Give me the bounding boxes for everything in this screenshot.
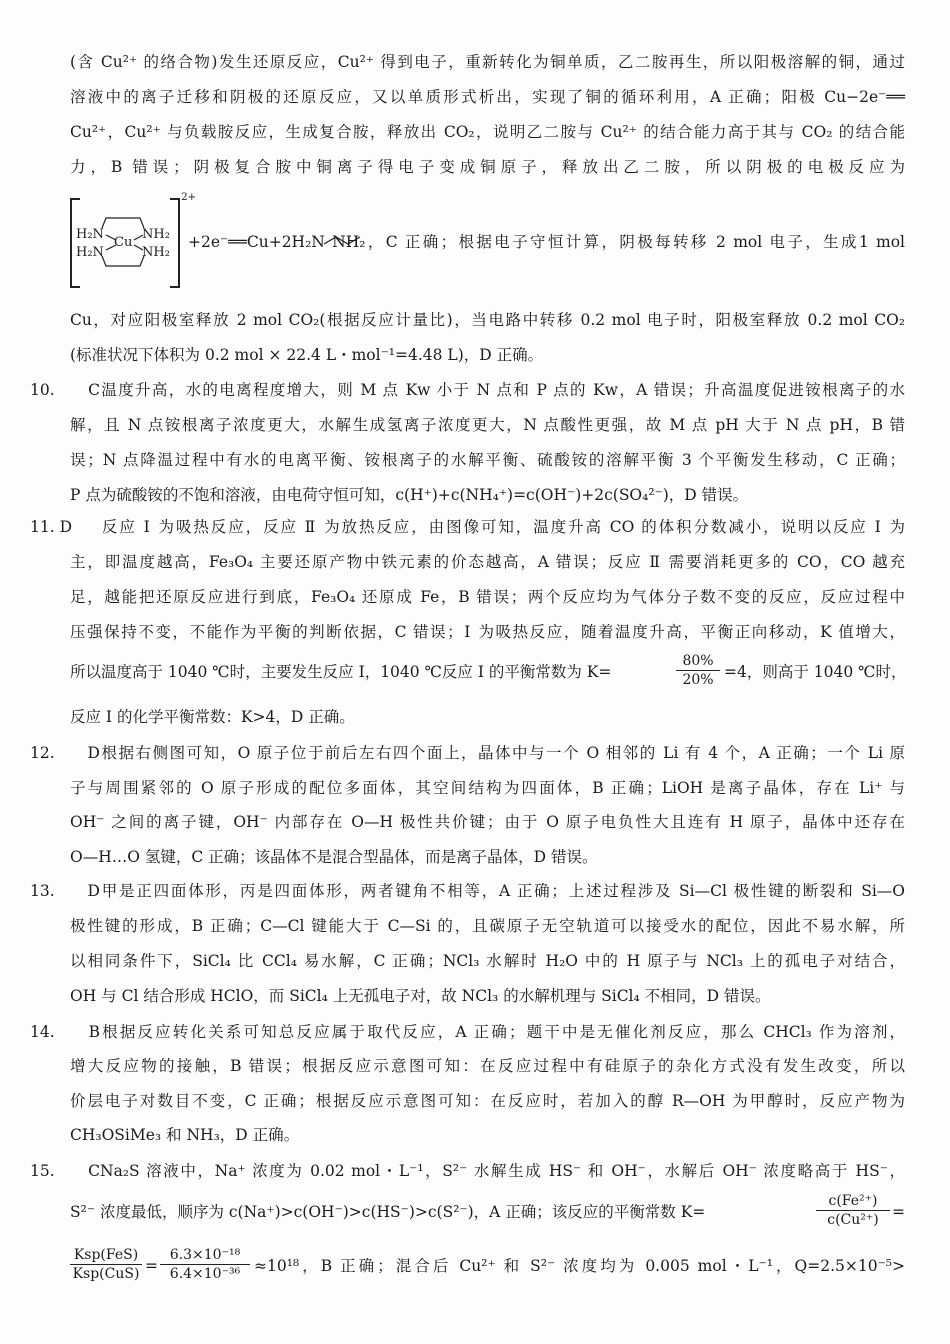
fraction-k: $\frac{80\%}{20\%}$ — [676, 652, 720, 689]
item-15-line: 15. CNa₂S 溶液中，Na⁺ 浓度为 0.02 mol・L⁻¹，S²⁻ 水解生成 HS⁻ 和 OH⁻，水解后 OH⁻ 浓度略高于 HS⁻， — [30, 1162, 905, 1180]
fraction-ksp: Ksp(FeS) Ksp(CuS) — [70, 1246, 142, 1283]
item-13-line: 13. D甲是正四面体形，丙是四面体形，两者键角不相等，A 正确；上述过程涉及 Si—Cl 极性键的断裂和 Si—O — [30, 882, 905, 900]
item-12-line: 12. D根据右侧图可知，O 原子位于前后左右四个面上，晶体中与一个 O 相邻的 Li 有 4 个，A 正确；一个 Li 原 — [30, 744, 905, 762]
equals-sign: = — [145, 1257, 158, 1275]
text-line: O—H…O 氢键，C 正确；该晶体不是混合型晶体，而是离子晶体，D 错误。 — [70, 848, 598, 866]
text-line: 极性键的形成，B 正确；C—Cl 键能大于 C—Si 的，且碳原子无空轨道可以接受水的配位，因此不易水解，所 — [70, 917, 905, 935]
metal-center: Cu — [114, 235, 133, 250]
text-line: 增大反应物的接触，B 错误；根据反应示意图可知：在反应过程中有硅原子的杂化方式没有发生改变，所以 — [70, 1057, 905, 1075]
text-line: 溶液中的离子迁移和阴极的还原反应，又以单质形式析出，实现了铜的循环利用，A 正确；阳极 Cu−2e⁻══ — [70, 88, 905, 106]
ligand-br: NH₂ — [142, 245, 170, 260]
item-10-line: 10. C温度升高，水的电离程度增大，则 M 点 Kw 小于 N 点和 P 点的 Kw，A 错误；升高温度促进铵根离子的水 — [30, 381, 905, 399]
text-line: OH 与 Cl 结合形成 HClO，而 SiCl₄ 上无孤电子对，故 NCl₃ 的水解机理与 SiCl₄ 不相同，D 错误。 — [70, 987, 771, 1005]
ethylene-chain — [322, 234, 362, 248]
item-number: 10. C — [30, 381, 100, 399]
copper-complex-structure — [70, 192, 196, 286]
ligand-bl: H₂N — [76, 245, 104, 260]
text-line: S²⁻ 浓度最低，顺序为 c(Na⁺)>c(OH⁻)>c(HS⁻)>c(S²⁻)，A 正确；该反应的平衡常数 K= — [70, 1203, 706, 1221]
text-line: P 点为硫酸铵的不饱和溶液，由电荷守恒可知，c(H⁺)+c(NH₄⁺)=c(OH⁻)+2c(SO₄²⁻)，D 错误。 — [70, 486, 749, 504]
text-line: 以相同条件下，SiCl₄ 比 CCl₄ 易水解，C 正确；NCl₃ 水解时 H₂O 中的 H 原子与 NCl₃ 上的孤电子对结合， — [70, 952, 905, 970]
item-11-line: 11. D 反应 Ⅰ 为吸热反应，反应 Ⅱ 为放热反应，由图像可知，温度升高 CO 的体积分数减小，说明以反应 Ⅰ 为 — [30, 518, 905, 536]
item-number: 13. D — [30, 882, 100, 900]
text-line: OH⁻ 之间的离子键，OH⁻ 内部存在 O—H 极性共价键；由于 O 原子电负性大且连有 H 原子，晶体中还存在 — [70, 813, 905, 831]
text-line: 反应 Ⅰ 的化学平衡常数：K>4，D 正确。 — [70, 708, 355, 726]
text-line: ≈10¹⁸，B 正确；混合后 Cu²⁺ 和 S²⁻ 浓度均为 0.005 mol・L⁻¹，Q=2.5×10⁻⁵> — [254, 1257, 905, 1275]
text-line: CH₃OSiMe₃ 和 NH₃，D 正确。 — [70, 1126, 300, 1144]
ligand-tr: NH₂ — [142, 227, 170, 242]
text-line: =4，则高于 1040 ℃时， — [724, 663, 907, 681]
equals-sign: = — [892, 1203, 905, 1221]
equation-tail: +2e⁻══Cu+2H₂N NH₂，C 正确；根据电子守恒计算，阴极每转移 2 mol 电子，生成1 mol — [188, 233, 905, 251]
text-line: 所以温度高于 1040 ℃时，主要发生反应 Ⅰ，1040 ℃反应 Ⅰ 的平衡常数为 K= — [70, 663, 612, 681]
text-line: 压强保持不变，不能作为平衡的判断依据，C 错误；Ⅰ 为吸热反应，随着温度升高，平衡正向移动，K 值增大， — [70, 623, 905, 641]
text-line: 误；N 点降温过程中有水的电离平衡、铵根离子的水解平衡、硫酸铵的溶解平衡 3 个平衡发生移动，C 正确； — [70, 451, 905, 469]
text-line: 子与周围紧邻的 O 原子形成的配位多面体，其空间结构为四面体，B 正确；LiOH 是离子晶体，存在 Li⁺ 与 — [70, 779, 905, 797]
item-number: 12. D — [30, 744, 100, 762]
item-number: 14. B — [30, 1023, 100, 1041]
text-line: Cu，对应阳极室释放 2 mol CO₂(根据反应计量比)，当电路中转移 0.2 mol 电子时，阳极室释放 0.2 mol CO₂ — [70, 311, 905, 329]
text-line: (含 Cu²⁺ 的络合物)发生还原反应，Cu²⁺ 得到电子，重新转化为铜单质，乙二胺再生，所以阳极溶解的铜，通过 — [70, 53, 905, 71]
text-line: 力，B 错误；阴极复合胺中铜离子得电子变成铜原子，释放出乙二胺，所以阴极的电极反应为 — [70, 158, 905, 176]
text-line: 解，且 N 点铵根离子浓度更大，水解生成氢离子浓度更大，N 点酸性更强，故 M 点 pH 大于 N 点 pH，B 错 — [70, 416, 905, 434]
item-number: 11. D — [30, 518, 73, 536]
text-line: Cu²⁺，Cu²⁺ 与负载胺反应，生成复合胺，释放出 CO₂，说明乙二胺与 Cu²⁺ 的结合能力高于其与 CO₂ 的结合能 — [70, 123, 905, 141]
ligand-tl: H₂N — [76, 227, 104, 242]
fraction-values: $\frac{\text{6.3×10⁻¹⁸}}{\text{6.4×10⁻³⁶}}$ — [160, 1246, 250, 1283]
complex-charge: 2+ — [181, 192, 196, 203]
item-14-line: 14. B根据反应转化关系可知总反应属于取代反应，A 正确；题干中是无催化剂反应，那么 CHCl₃ 作为溶剂， — [30, 1023, 905, 1041]
text-line: 价层电子对数目不变，C 正确；根据反应示意图可知：在反应时，若加入的醇 R—OH 为甲醇时，反应产物为 — [70, 1092, 905, 1110]
text-line: 足，越能把还原反应进行到底，Fe₃O₄ 还原成 Fe，B 错误；两个反应均为气体分子数不变的反应，反应过程中 — [70, 588, 905, 606]
fraction-k-ratio: $\frac{\text{c(Fe²⁺)}}{\text{c(Cu²⁺)}}$ — [816, 1192, 890, 1229]
text-line: (标准状况下体积为 0.2 mol × 22.4 L・mol⁻¹=4.48 L)，D 正确。 — [70, 346, 544, 364]
item-number: 15. C — [30, 1162, 100, 1180]
text-line: 主，即温度越高，Fe₃O₄ 主要还原产物中铁元素的价态越高，A 错误；反应 Ⅱ 需要消耗更多的 CO，CO 越充 — [70, 553, 905, 571]
